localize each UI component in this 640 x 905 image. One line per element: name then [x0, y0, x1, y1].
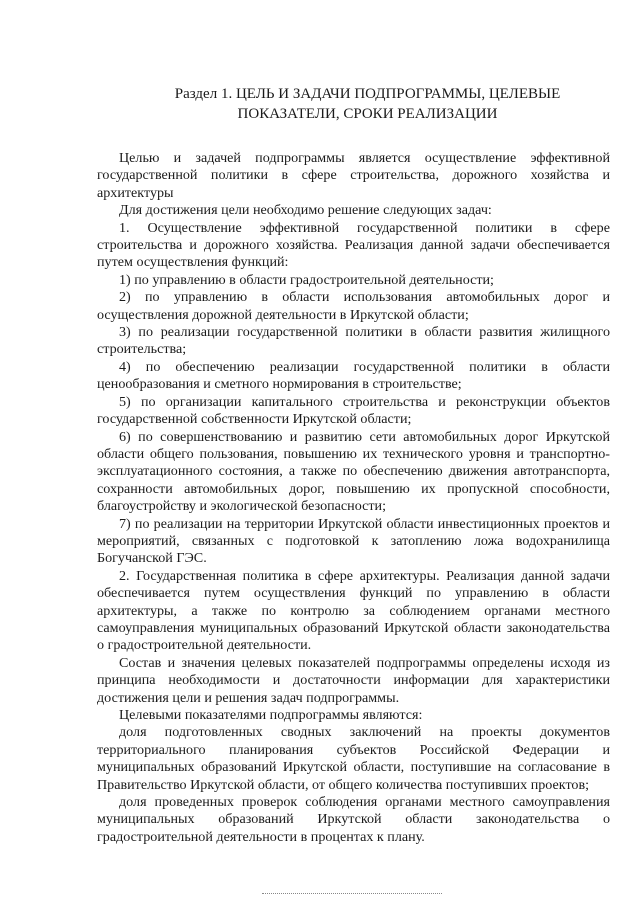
paragraph-task-2: 2. Государственная политика в сфере архитектуры. Реализация данной задачи обеспечивается путем осуществления функций по управлению в области архитектуры, а также по контролю за соблюдением органами местного самоуправления муниципальных образований Иркутской области законодательства о градостроительной деятельности. [97, 567, 610, 654]
paragraph-function-5: 5) по организации капитального строительства и реконструкции объектов государственной собственности Иркутской области; [97, 393, 610, 428]
paragraph-indicators-composition: Состав и значения целевых показателей подпрограммы определены исходя из принципа необходимости и достаточности информации для характеристики достижения цели и решения задач подпрограммы. [97, 654, 610, 706]
paragraph-function-7: 7) по реализации на территории Иркутской области инвестиционных проектов и мероприятий, связанных с подготовкой к затоплению ложа водохранилища Богучанской ГЭС. [97, 515, 610, 567]
paragraph-goal: Целью и задачей подпрограммы является осуществление эффективной государственной политики в сфере строительства, дорожного хозяйства и архитектуры [97, 150, 610, 201]
paragraph-indicator-2: доля проведенных проверок соблюдения органами местного самоуправления муниципальных образований Иркутской области законодательства о градостроительной деятельности в процентах к плану. [97, 794, 610, 845]
paragraph-function-6: 6) по совершенствованию и развитию сети автомобильных дорог Иркутской области общего пользования, повышению их технического уровня и транспортно-эксплуатационного состояния, а также по обеспечению движения автотранспорта, сохранности автомобильных дорог, повышению их пропускной способности, благоустройству и экологической безопасности; [97, 428, 610, 515]
document-body [97, 150, 610, 846]
section-heading-line-2: ПОКАЗАТЕЛИ, СРОКИ РЕАЛИЗАЦИИ [237, 106, 498, 122]
paragraph-function-3: 3) по реализации государственной политики в области развития жилищного строительства; [97, 324, 610, 358]
paragraph-tasks-intro: Для достижения цели необходимо решение следующих задач: [119, 202, 492, 219]
paragraph-task-1: 1. Осуществление эффективной государственной политики в сфере строительства и дорожного хозяйства. Реализация данной задачи обеспечивается путем осуществления функций: [97, 219, 610, 271]
scan-bottom-mark [262, 893, 442, 894]
paragraph-function-1: 1) по управлению в области градостроительной деятельности; [119, 271, 494, 288]
paragraph-indicators-intro: Целевыми показателями подпрограммы являются: [119, 707, 423, 723]
paragraph-function-2: 2) по управлению в области использования автомобильных дорог и осуществления дорожной деятельности в Иркутской области; [97, 289, 610, 323]
paragraph-function-4: 4) по обеспечению реализации государственной политики в области ценообразования и сметного нормирования в строительстве; [97, 358, 610, 393]
section-heading [97, 84, 610, 124]
paragraph-indicator-1: доля подготовленных сводных заключений на проекты документов территориального планирования субъектов Российской Федерации и муниципальных образований Иркутской области, поступившие на согласование в Правительство Иркутской области, от общего количества поступивших проектов; [97, 724, 610, 793]
section-heading-line-1: Раздел 1. ЦЕЛЬ И ЗАДАЧИ ПОДПРОГРАММЫ, ЦЕЛЕВЫЕ [174, 86, 561, 102]
